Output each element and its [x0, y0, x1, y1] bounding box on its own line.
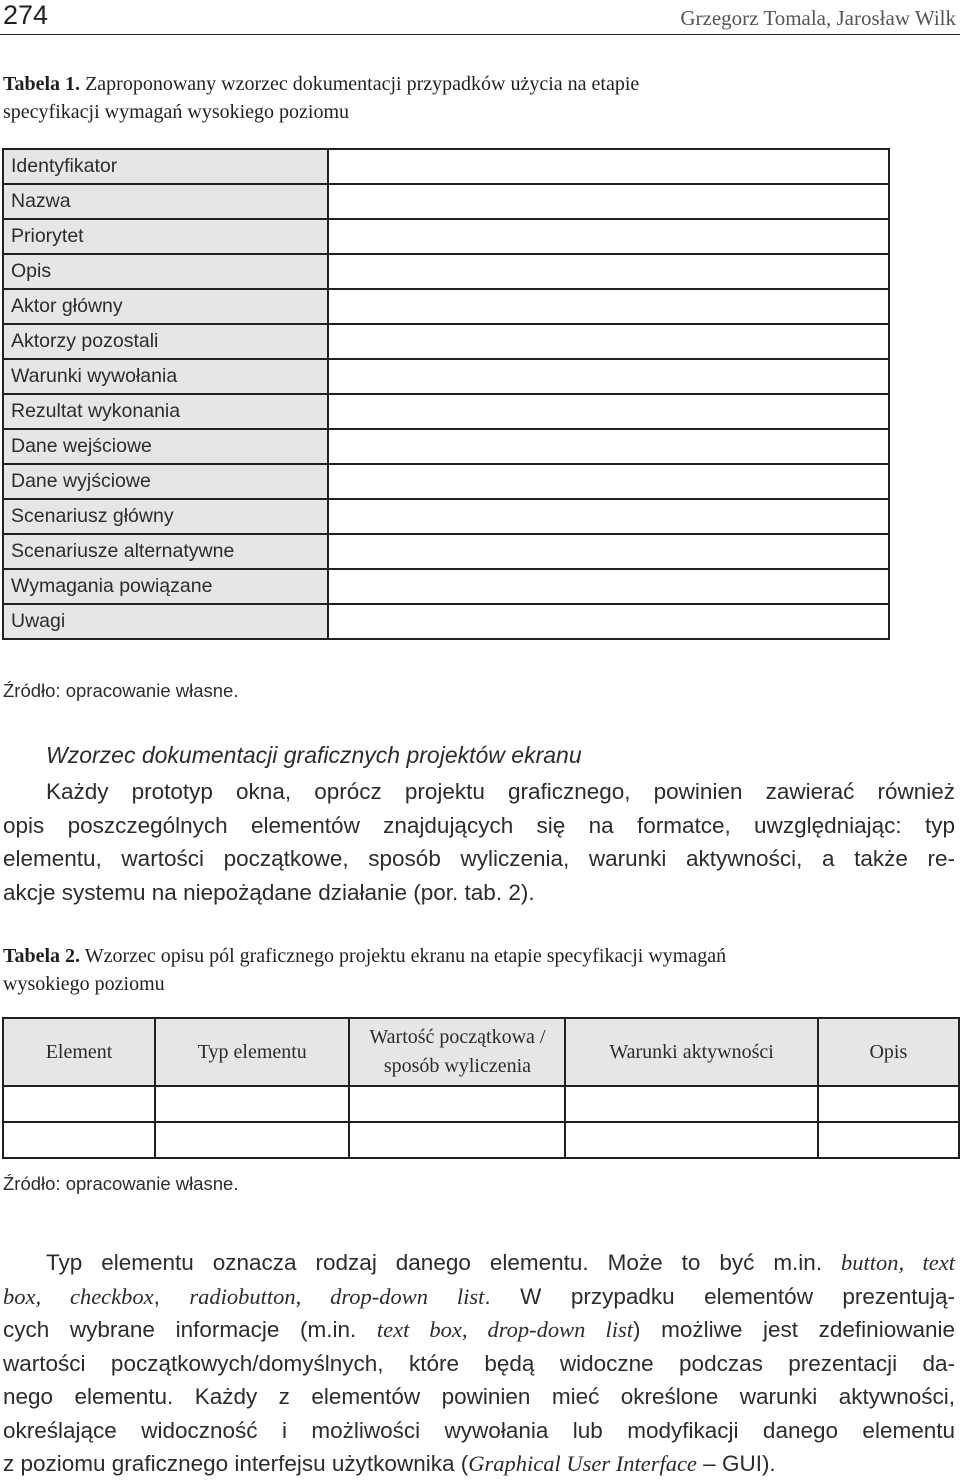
- paragraph-line: cych wybrane informacje (m.in. text box, drop-down list) możliwe jest zdefiniowanie: [3, 1317, 955, 1342]
- field-label: Dane wejściowe: [3, 429, 328, 464]
- table-row: [3, 359, 889, 394]
- field-label: Scenariusze alternatywne: [3, 534, 328, 569]
- element-type-paragraph: [3, 1246, 955, 1481]
- paragraph-line: opis poszczególnych elementów znajdujących się na formatce, uwzględniając: typ: [3, 812, 955, 838]
- section-subheading: Wzorzec dokumentacji graficznych projektów ekranu: [46, 742, 582, 768]
- field-value-cell: [328, 499, 889, 534]
- table-row: [3, 324, 889, 359]
- field-value-cell: [328, 464, 889, 499]
- table-row: [3, 429, 889, 464]
- field-label: Nazwa: [3, 184, 328, 219]
- section-paragraph: [3, 775, 955, 909]
- field-label: Wymagania powiązane: [3, 569, 328, 604]
- table-row: [3, 569, 889, 604]
- paragraph-line: z poziomu graficznego interfejsu użytkownika (Graphical User Interface – GUI).: [3, 1451, 776, 1476]
- screen-fields-template-table: [2, 1017, 960, 1159]
- paragraph-line: wartości początkowych/domyślnych, które będą widoczne podczas prezentacji da-: [3, 1350, 955, 1376]
- table-row: [3, 254, 889, 289]
- table-row: [3, 604, 889, 639]
- running-head: Grzegorz Tomala, Jarosław Wilk: [680, 6, 956, 30]
- table2-caption-line2: wysokiego poziomu: [3, 973, 165, 995]
- table2-label: Tabela 2.: [3, 945, 81, 967]
- field-value-cell: [328, 324, 889, 359]
- paragraph-line: akcje systemu na niepożądane działanie (por. tab. 2).: [3, 879, 535, 905]
- field-value-cell: [328, 534, 889, 569]
- field-label: Uwagi: [3, 604, 328, 639]
- use-case-template-table: [2, 148, 890, 640]
- paragraph-line: Każdy prototyp okna, oprócz projektu graficznego, powinien zawierać również: [46, 779, 955, 804]
- table-row: [3, 394, 889, 429]
- page-header: [0, 0, 960, 34]
- table-row: [3, 184, 889, 219]
- field-value-cell: [328, 569, 889, 604]
- field-value-cell: [328, 254, 889, 289]
- table1-caption-line2: specyfikacji wymagań wysokiego poziomu: [3, 101, 350, 123]
- field-value-cell: [328, 604, 889, 639]
- table-row: [3, 464, 889, 499]
- paragraph-line: nego elementu. Każdy z elementów powinien mieć określone warunki aktywności,: [3, 1384, 955, 1409]
- table2-source: Źródło: opracowanie własne.: [3, 1173, 239, 1194]
- table-row: [3, 289, 889, 324]
- paragraph-line: box, checkbox, radiobutton, drop-down list. W przypadku elementów prezentują-: [3, 1283, 955, 1309]
- table2-header-conditions: Warunki aktywności: [565, 1018, 817, 1086]
- table2-header-element: Element: [3, 1018, 155, 1086]
- header-rule: [0, 34, 960, 35]
- paragraph-line: Typ elementu oznacza rodzaj danego elementu. Może to być m.in. button, text: [46, 1250, 955, 1275]
- field-value-cell: [328, 219, 889, 254]
- field-value-cell: [328, 149, 889, 184]
- table1-label: Tabela 1.: [3, 73, 81, 95]
- paragraph-line: elementu, wartości początkowe, sposób wyliczenia, warunki aktywności, a także re-: [3, 846, 955, 871]
- table1-caption: [3, 70, 903, 126]
- field-value-cell: [328, 184, 889, 219]
- field-value-cell: [328, 289, 889, 324]
- field-value-cell: [328, 429, 889, 464]
- table-row: [3, 219, 889, 254]
- table-row: [3, 1086, 959, 1122]
- table-row: [3, 1122, 959, 1158]
- field-value-cell: [328, 359, 889, 394]
- field-label: Aktorzy pozostali: [3, 324, 328, 359]
- table2-caption: [3, 942, 903, 998]
- field-label: Dane wyjściowe: [3, 464, 328, 499]
- table1-caption-line1: Zaproponowany wzorzec dokumentacji przypadków użycia na etapie: [80, 73, 640, 95]
- field-label: Scenariusz główny: [3, 499, 328, 534]
- field-label: Aktor główny: [3, 289, 328, 324]
- field-label: Rezultat wykonania: [3, 394, 328, 429]
- paragraph-line: określające widoczność i możliwości wywołania lub modyfikacji danego elementu: [3, 1417, 955, 1443]
- table-row: [3, 499, 889, 534]
- table2-caption-line1: Wzorzec opisu pól graficznego projektu ekranu na etapie specyfikacji wymagań: [80, 945, 727, 967]
- field-label: Identyfikator: [3, 149, 328, 184]
- table-row: [3, 149, 889, 184]
- field-label: Priorytet: [3, 219, 328, 254]
- table2-header-type: Typ elementu: [155, 1018, 349, 1086]
- field-value-cell: [328, 394, 889, 429]
- field-label: Opis: [3, 254, 328, 289]
- table2-header-initial-value: Wartość początkowa / sposób wyliczenia: [349, 1018, 565, 1086]
- table2-header-description: Opis: [818, 1018, 959, 1086]
- table-row: [3, 534, 889, 569]
- table1-source: Źródło: opracowanie własne.: [3, 680, 239, 701]
- field-label: Warunki wywołania: [3, 359, 328, 394]
- page-number: 274: [3, 0, 49, 30]
